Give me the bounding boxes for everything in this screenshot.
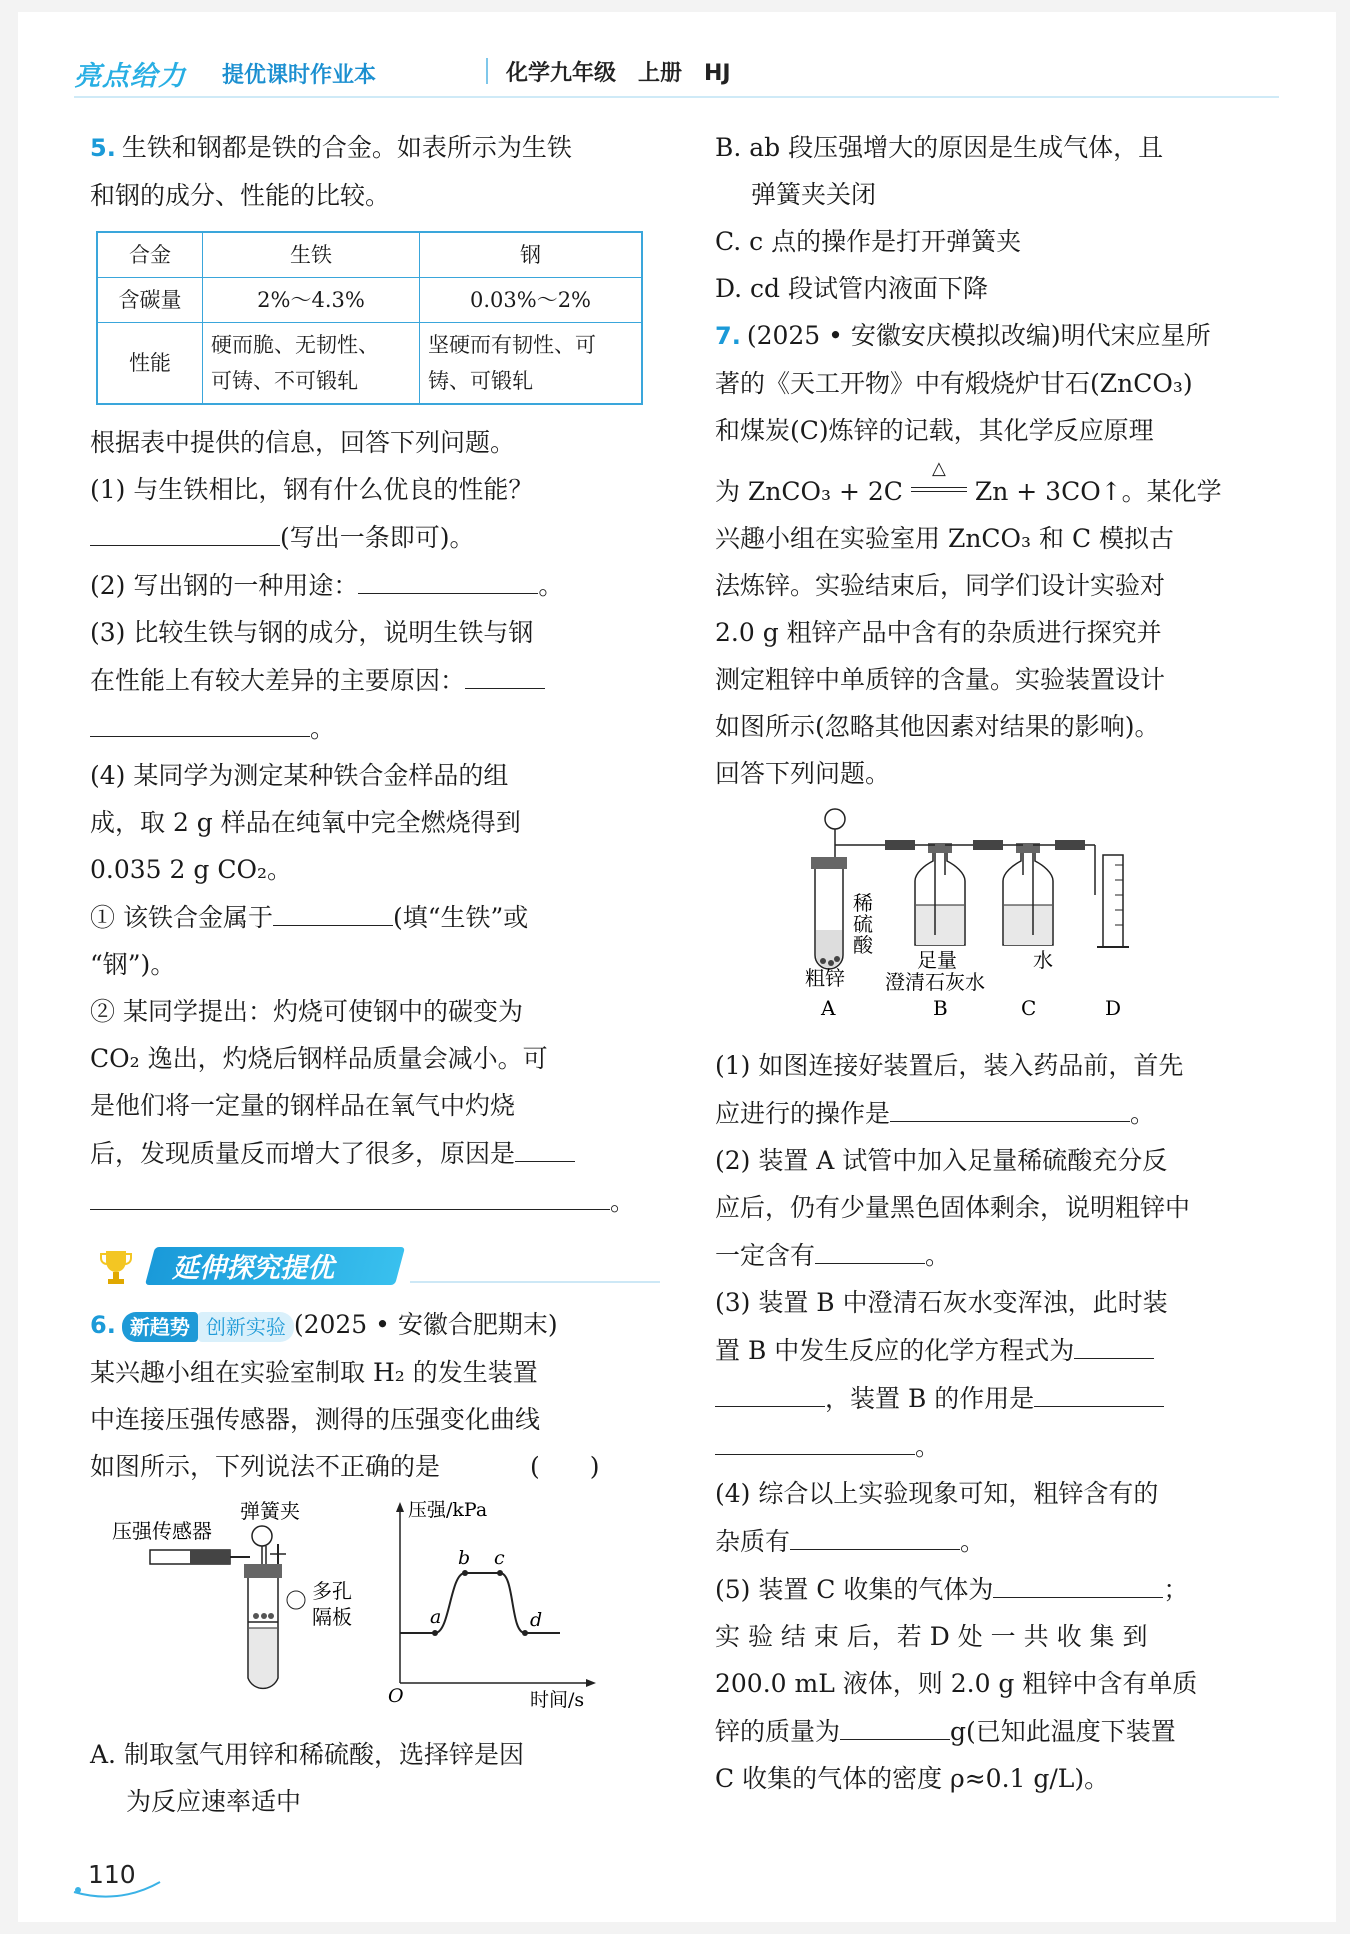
q5-part4-2d-text: 后，发现质量反而增大了很多，原因是: [90, 1139, 516, 1168]
q5-part3-text: 在性能上有较大差异的主要原因：: [90, 666, 466, 695]
q5-part4-1-text: ① 该铁合金属于: [90, 903, 273, 932]
plate-label-2: 隔板: [312, 1605, 352, 1629]
q7-part5d-text: 锌的质量为: [715, 1717, 841, 1746]
lime-label-1: 足量: [917, 948, 957, 972]
point-c: [497, 1570, 503, 1576]
cell-text: 硬而脆、无韧性、: [211, 333, 379, 357]
cell-text: 可铸、不可锻轧: [211, 369, 358, 393]
q7-part3c-text: ，装置 B 的作用是: [825, 1384, 1035, 1413]
q7-part2c-text: 一定含有: [715, 1241, 816, 1270]
table-header-cell: 钢: [420, 232, 643, 278]
left-column: [90, 124, 665, 1825]
q6-line-4: [90, 1443, 665, 1490]
q7-text-1: (2025 • 安徽安庆模拟改编)明代宋应星所: [746, 321, 1211, 350]
q6-option-b1: B. ab 段压强增大的原因是生成气体，且: [715, 133, 1164, 162]
y-axis-label: 压强/kPa: [408, 1499, 488, 1521]
q5-part2-text: (2) 写出钢的一种用途：: [90, 571, 359, 600]
point-a: [432, 1630, 438, 1636]
q5-part1: (1) 与生铁相比，钢有什么优良的性能？: [90, 475, 534, 504]
q5-part4-b: 成，取 2 g 样品在纯氧中完全燃烧得到: [90, 808, 521, 837]
acid-label-1: 稀: [853, 891, 873, 915]
answer-paren[interactable]: ( ): [530, 1452, 600, 1481]
q7-line-1: [715, 312, 1275, 360]
table-row: [97, 278, 642, 323]
apparatus-b: [885, 840, 985, 1019]
innovation-tag: 创新实验: [198, 1312, 294, 1342]
q7-part1b: 应进行的操作是 。: [715, 1089, 1275, 1137]
q5-number: 5.: [90, 134, 116, 162]
page-swoosh-icon: [72, 1878, 162, 1898]
q7-line-8: 测定粗锌中单质锌的含量。实验装置设计: [715, 665, 1166, 694]
q5-part1-tail: (写出一条即可)。: [280, 523, 475, 552]
q5-part2: (2) 写出钢的一种用途： 。: [90, 561, 665, 609]
q5-part4-2a: ② 某同学提出：灼烧可使钢中的碳变为: [90, 997, 523, 1026]
q5-text-1: 生铁和钢都是铁的合金。如表所示为生铁: [121, 133, 572, 162]
q7-number: 7.: [715, 322, 741, 350]
q7-line-6: 法炼锌。实验结束后，同学们设计实验对: [715, 571, 1166, 600]
q7-line-10: 回答下列问题。: [715, 759, 891, 788]
q7-part1b-text: 应进行的操作是: [715, 1099, 891, 1128]
q7-line-7: 2.0 g 粗锌产品中含有的杂质进行探究并: [715, 618, 1162, 647]
label-c: c: [494, 1547, 505, 1569]
table-header-row: [97, 232, 642, 278]
q7-part3c: [715, 1374, 1275, 1422]
pressure-chart: [388, 1499, 596, 1708]
q7-line-4: [715, 458, 1275, 515]
q7-part2a: (2) 装置 A 试管中加入足量稀硫酸充分反: [715, 1146, 1168, 1175]
answer-blank[interactable]: [715, 1422, 915, 1455]
clamp-label: 弹簧夹: [240, 1499, 300, 1523]
acid-label-3: 酸: [853, 933, 873, 957]
q7-figure: [715, 805, 1255, 1019]
apparatus-c: [973, 840, 1095, 1019]
heat-symbol: △: [931, 458, 946, 479]
cell-text: 铸、可锻轧: [428, 369, 533, 393]
answer-blank[interactable]: [90, 704, 310, 737]
q6-option-b2: 弹簧夹关闭: [751, 180, 877, 209]
q6-option-d: D. cd 段试管内液面下降: [715, 274, 988, 303]
q7-line-3: 和煤炭(C)炼锌的记载，其化学反应原理: [715, 416, 1154, 445]
q7-line-2: 著的《天工开物》中有煅烧炉甘石(ZnCO₃): [715, 369, 1193, 398]
q6-number: 6.: [90, 1311, 116, 1339]
q6-line-2: 某兴趣小组在实验室制取 H₂ 的发生装置: [90, 1358, 538, 1387]
cell-text: 坚硬而有韧性、可: [428, 333, 596, 357]
page-header: [74, 48, 1274, 98]
q7-part4a: (4) 综合以上实验现象可知，粗锌含有的: [715, 1479, 1159, 1508]
q7-part5b: 实 验 结 束 后，若 D 处 一 共 收 集 到: [715, 1622, 1148, 1651]
page-number: 110: [88, 1860, 136, 1889]
q7-part1a: (1) 如图连接好装置后，装入药品前，首先: [715, 1051, 1184, 1080]
acid-label-2: 硫: [853, 912, 873, 936]
q6-option-a1: A. 制取氢气用锌和稀硫酸，选择锌是因: [90, 1740, 524, 1769]
q5-part4-2b: CO₂ 逸出，灼烧后钢样品质量会减小。可: [90, 1044, 548, 1073]
answer-blank[interactable]: [90, 1177, 610, 1210]
q7-part3b-text: 置 B 中发生反应的化学方程式为: [715, 1336, 1075, 1365]
table-row: [97, 323, 642, 405]
q5-part4-2d: [90, 1129, 665, 1177]
equation-left: 为 ZnCO₃ + 2C: [715, 477, 903, 506]
point-b: [462, 1570, 468, 1576]
q7-part3d: 。: [715, 1422, 1275, 1470]
q7-part4b: 杂质有 。: [715, 1517, 1275, 1565]
table-header-cell: 合金: [97, 232, 203, 278]
answer-blank[interactable]: [465, 656, 545, 689]
q5-part3-c: 。: [90, 704, 665, 752]
q7-line-5: 兴趣小组在实验室用 ZnCO₃ 和 C 模拟古: [715, 524, 1175, 553]
q6-figure: [90, 1498, 610, 1708]
q5-part4-1-tail: (填“生铁”或: [392, 903, 529, 932]
table-cell: [420, 323, 643, 405]
q7-part5c: 200.0 mL 液体，则 2.0 g 粗锌中含有单质: [715, 1669, 1198, 1698]
q7-part2b: 应后，仍有少量黑色固体剩余，说明粗锌中: [715, 1193, 1191, 1222]
q6-option-a2: 为反应速率适中: [126, 1787, 302, 1816]
q5-part4-c: 0.035 2 g CO₂。: [90, 855, 292, 884]
q5-part1-answer-line: [90, 513, 665, 561]
q5-table: [96, 231, 643, 405]
book-title: 提优课时作业本: [222, 63, 377, 88]
banner-rule: [410, 1281, 660, 1283]
q7-part2c: 一定含有 。: [715, 1231, 1275, 1279]
answer-blank[interactable]: [515, 1129, 575, 1162]
section-banner: [90, 1243, 665, 1291]
answer-blank[interactable]: [715, 1374, 825, 1407]
answer-blank[interactable]: [1034, 1374, 1164, 1407]
q5-part3-a: (3) 比较生铁与钢的成分，说明生铁与钢: [90, 618, 534, 647]
q5-part4-2e: 。: [90, 1177, 665, 1225]
x-axis-label: 时间/s: [530, 1689, 585, 1708]
label-A: A: [821, 996, 836, 1019]
equation-right: Zn + 3CO↑。某化学: [974, 477, 1222, 506]
q7-part5d: [715, 1707, 1275, 1755]
subject-label: 化学九年级 上册 HJ: [506, 61, 731, 86]
label-D: D: [1105, 996, 1122, 1019]
q5-line-1: [90, 124, 665, 172]
answer-blank[interactable]: [790, 1517, 960, 1550]
plate-label-1: 多孔: [312, 1579, 352, 1603]
q5-part4-1c: “钢”)。: [90, 950, 176, 979]
section-title: 延伸探究提优: [172, 1253, 334, 1284]
q7-part3a: (3) 装置 B 中澄清石灰水变浑浊，此时装: [715, 1288, 1168, 1317]
apparatus-a: [805, 809, 895, 1019]
q7-line-9: 如图所示(忽略其他因素对结果的影响)。: [715, 712, 1160, 741]
q7-part5e: C 收集的气体的密度 ρ≈0.1 g/L)。: [715, 1764, 1110, 1793]
answer-blank[interactable]: [890, 1089, 1130, 1122]
q5-part3-b: [90, 656, 665, 704]
right-column: [715, 124, 1275, 1802]
answer-blank[interactable]: [273, 893, 393, 926]
pressure-apparatus: [112, 1499, 352, 1688]
q6-line-1: [90, 1301, 665, 1349]
origin-label: O: [388, 1685, 404, 1707]
q5-instruction: 根据表中提供的信息，回答下列问题。: [90, 428, 516, 457]
q7-part5a: (5) 装置 C 收集的气体为 ；: [715, 1565, 1275, 1613]
trophy-icon: [100, 1249, 132, 1285]
point-d: [522, 1630, 528, 1636]
sensor-label: 压强传感器: [112, 1519, 212, 1543]
q5-part4-a: (4) 某同学为测定某种铁合金样品的组: [90, 761, 509, 790]
q7-part4b-text: 杂质有: [715, 1527, 791, 1556]
label-a: a: [430, 1606, 442, 1628]
q6-line-3: 中连接压强传感器，测得的压强变化曲线: [90, 1405, 541, 1434]
header-separator: [486, 58, 488, 84]
header-divider: [74, 96, 1279, 98]
q7-part5a-text: (5) 装置 C 收集的气体为: [715, 1575, 994, 1604]
zinc-label: 粗锌: [805, 966, 845, 990]
label-d: d: [530, 1609, 543, 1631]
q5-part4-1: [90, 893, 665, 941]
q5-part4-2c: 是他们将一定量的钢样品在氧气中灼烧: [90, 1091, 516, 1120]
reaction-arrow: [911, 458, 967, 500]
q7-part3b: [715, 1326, 1275, 1374]
q5-line-2: 和钢的成分、性能的比较。: [90, 181, 391, 210]
q6-source: (2025 • 安徽合肥期末): [293, 1310, 558, 1339]
table-cell: 性能: [97, 323, 203, 405]
table-cell: 含碳量: [97, 278, 203, 323]
q6-option-c: C. c 点的操作是打开弹簧夹: [715, 227, 1022, 256]
table-cell: 2%～4.3%: [203, 278, 420, 323]
label-B: B: [933, 996, 948, 1019]
trend-tag: 新趋势: [122, 1312, 198, 1342]
answer-blank[interactable]: [815, 1231, 925, 1264]
label-C: C: [1021, 996, 1037, 1019]
q7-part5d-tail: g(已知此温度下装置: [950, 1717, 1176, 1746]
answer-blank[interactable]: [90, 513, 280, 546]
lime-label-2: 澄清石灰水: [885, 970, 985, 994]
label-b: b: [458, 1547, 471, 1569]
answer-blank[interactable]: [840, 1707, 950, 1740]
answer-blank[interactable]: [993, 1565, 1163, 1598]
q6-stem-end: 如图所示，下列说法不正确的是: [90, 1452, 441, 1481]
table-cell: 0.03%～2%: [420, 278, 643, 323]
answer-blank[interactable]: [1074, 1326, 1154, 1359]
answer-blank[interactable]: [358, 561, 538, 594]
water-label: 水: [1033, 948, 1053, 972]
apparatus-d: [1095, 845, 1129, 1019]
table-cell: [203, 323, 420, 405]
brand-logo: 亮点给力: [74, 61, 186, 92]
table-header-cell: 生铁: [203, 232, 420, 278]
